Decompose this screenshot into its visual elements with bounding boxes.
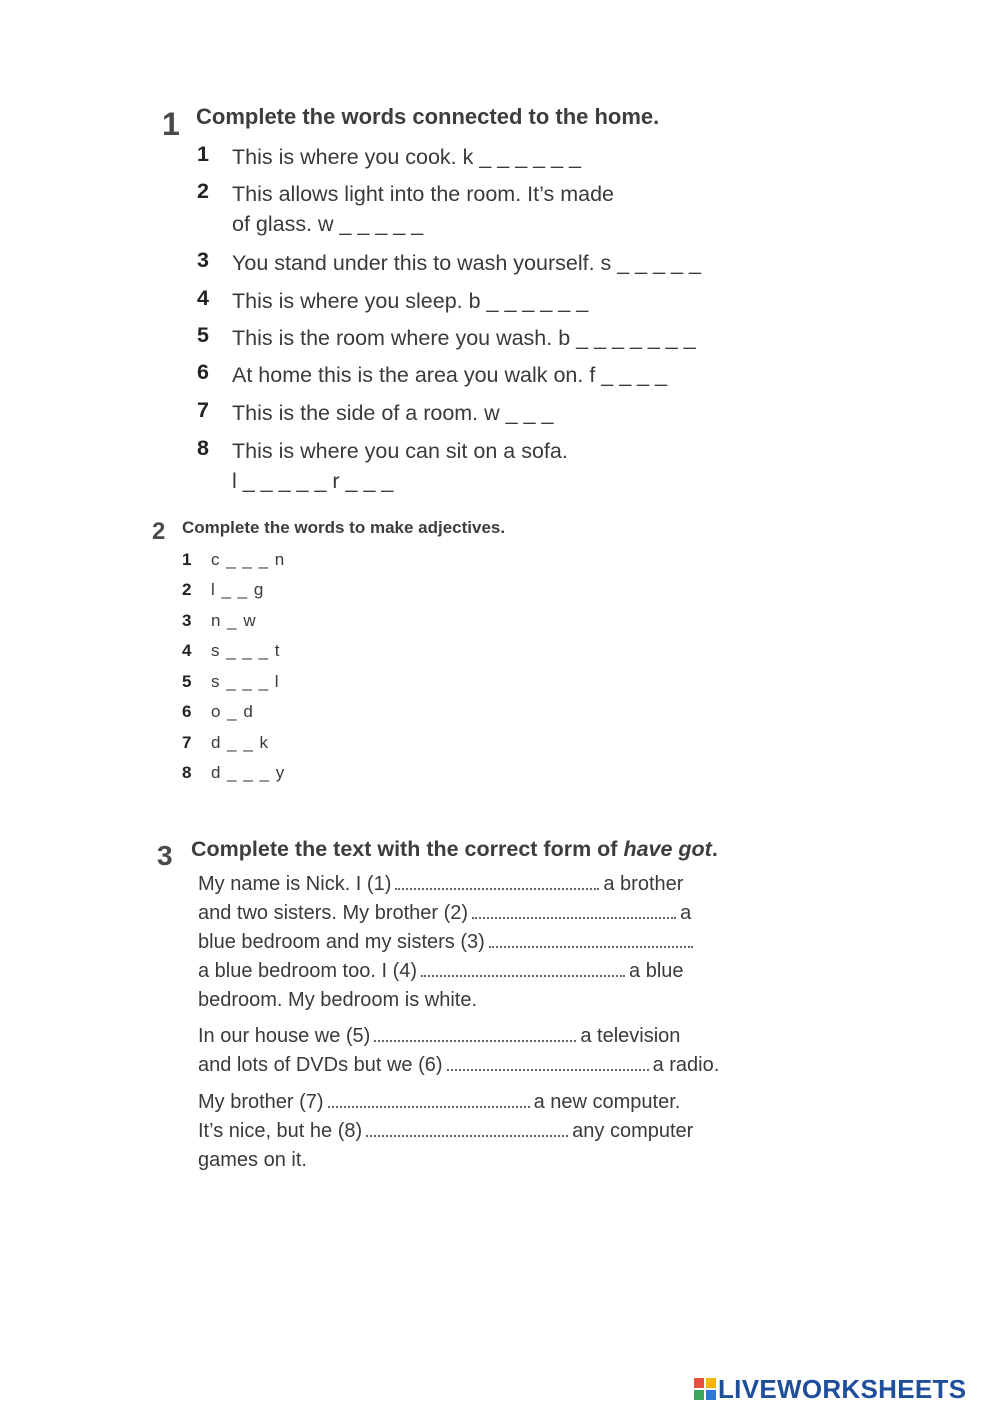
item-number: 6 <box>182 702 192 721</box>
item-text: This is the side of a room. w _ _ _ <box>232 401 554 425</box>
text-line: It’s nice, but he (8) any computer <box>198 1117 693 1146</box>
item-number: 8 <box>182 763 192 782</box>
answer-blank-7[interactable] <box>328 1088 530 1108</box>
item-number: 3 <box>197 248 209 272</box>
item-number: 7 <box>182 733 192 752</box>
item-text: o _ d <box>211 702 254 721</box>
item-number: 4 <box>197 286 209 310</box>
exercise-number: 3 <box>157 840 173 871</box>
text-line: and two sisters. My brother (2) a <box>198 899 691 928</box>
item-text: This is where you can sit on a sofa. <box>232 439 568 463</box>
item-text: You stand under this to wash yourself. s _ _ _ _ _ <box>232 251 701 275</box>
item-text: l _ _ g <box>211 580 265 599</box>
item-text: This allows light into the room. It’s made <box>232 182 614 206</box>
item-text-line2: of glass. w _ _ _ _ _ <box>232 212 424 236</box>
exercise-title: Complete the words to make adjectives. <box>182 518 506 537</box>
text-line: In our house we (5) a television <box>198 1022 680 1051</box>
answer-blank-4[interactable] <box>421 957 625 977</box>
text-line: a blue bedroom too. I (4) a blue <box>198 957 684 986</box>
item-text: This is the room where you wash. b _ _ _ _ _ _ _ <box>232 326 696 350</box>
answer-blank-2[interactable] <box>472 899 676 919</box>
text-line: and lots of DVDs but we (6) a radio. <box>198 1051 719 1080</box>
item-number: 4 <box>182 641 192 660</box>
item-text: This is where you sleep. b _ _ _ _ _ _ <box>232 289 589 313</box>
item-text: c _ _ _ n <box>211 550 286 569</box>
item-number: 7 <box>197 398 209 422</box>
item-number: 3 <box>182 611 192 630</box>
item-number: 5 <box>197 323 209 347</box>
answer-blank-5[interactable] <box>374 1022 576 1042</box>
logo-mark-icon <box>694 1378 716 1400</box>
exercise-number: 2 <box>152 518 166 545</box>
item-text: n _ w <box>211 611 257 630</box>
item-number: 1 <box>197 142 209 166</box>
answer-blank-8[interactable] <box>366 1117 568 1137</box>
exercise-title: Complete the words connected to the home. <box>196 104 660 129</box>
text-line: games on it. <box>198 1149 307 1171</box>
answer-blank-3[interactable] <box>489 928 693 948</box>
answer-blank-6[interactable] <box>447 1051 649 1071</box>
item-number: 1 <box>182 550 192 569</box>
item-text: s _ _ _ t <box>211 641 281 660</box>
item-text: d _ _ _ y <box>211 763 286 782</box>
item-number: 2 <box>182 580 192 599</box>
item-number: 2 <box>197 179 209 203</box>
text-line: My brother (7) a new computer. <box>198 1088 680 1117</box>
item-text: s _ _ _ l <box>211 672 280 691</box>
item-number: 5 <box>182 672 192 691</box>
exercise-title: Complete the text with the correct form of have got. <box>191 837 718 861</box>
item-number: 8 <box>197 436 209 460</box>
answer-blank-1[interactable] <box>395 870 599 890</box>
text-line: blue bedroom and my sisters (3) <box>198 928 697 957</box>
item-number: 6 <box>197 360 209 384</box>
logo-text: LIVEWORKSHEETS <box>718 1374 967 1404</box>
item-text-line2: l _ _ _ _ _ r _ _ _ <box>232 469 394 493</box>
item-text: d _ _ k <box>211 733 270 752</box>
exercise-number: 1 <box>162 106 180 142</box>
item-text: This is where you cook. k _ _ _ _ _ _ <box>232 145 581 169</box>
text-line: My name is Nick. I (1) a brother <box>198 870 683 899</box>
item-text: At home this is the area you walk on. f _ _ _ _ <box>232 363 668 387</box>
text-line: bedroom. My bedroom is white. <box>198 989 478 1011</box>
